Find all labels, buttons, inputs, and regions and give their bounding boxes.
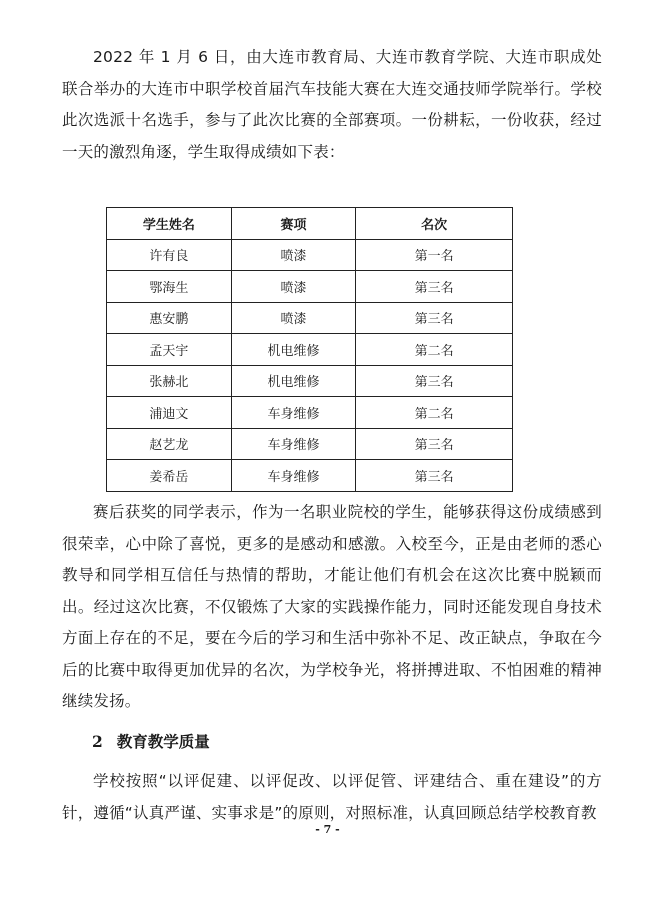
section-title: 教育教学质量 <box>116 733 210 751</box>
cell-rank: 第三名 <box>356 365 513 397</box>
table-row <box>107 397 513 429</box>
cell-student-name: 浦迪文 <box>107 397 232 429</box>
cell-rank: 第三名 <box>356 271 513 303</box>
cell-student-name: 张赫北 <box>107 365 232 397</box>
cell-event: 机电维修 <box>231 365 356 397</box>
table-row <box>107 302 513 334</box>
cell-event: 喷漆 <box>231 271 356 303</box>
section2-paragraph: 学校按照“以评促建、以评促改、以评促管、评建结合、重在建设”的方针，遵循“认真严谨、实事求是”的原则，对照标准，认真回顾总结学校教育教 <box>62 772 602 822</box>
cell-student-name: 姜希岳 <box>107 460 232 492</box>
section-number: 2 <box>92 732 103 751</box>
cell-rank: 第三名 <box>356 428 513 460</box>
cell-student-name: 惠安鹏 <box>107 302 232 334</box>
table-row <box>107 365 513 397</box>
cell-student-name: 鄂海生 <box>107 271 232 303</box>
cell-rank: 第一名 <box>356 239 513 271</box>
cell-student-name: 许有良 <box>107 239 232 271</box>
table-row <box>107 239 513 271</box>
cell-event: 车身维修 <box>231 460 356 492</box>
cell-event: 喷漆 <box>231 239 356 271</box>
cell-rank: 第二名 <box>356 334 513 366</box>
intro-paragraph: 2022 年 1 月 6 日，由大连市教育局、大连市教育学院、大连市职成处联合举办的大连市中职学校首届汽车技能大赛在大连交通技师学院举行。学校此次选派十名选手，参与了此次比赛的全部赛项。一份耕耘，一份收获，经过一天的激烈角逐，学生取得成绩如下表： <box>62 48 602 161</box>
cell-student-name: 赵艺龙 <box>107 428 232 460</box>
cell-event: 车身维修 <box>231 397 356 429</box>
cell-rank: 第三名 <box>356 302 513 334</box>
header-student-name: 学生姓名 <box>107 208 232 240</box>
cell-event: 机电维修 <box>231 334 356 366</box>
table-row <box>107 334 513 366</box>
results-table <box>106 207 513 492</box>
cell-rank: 第三名 <box>356 460 513 492</box>
table-row <box>107 271 513 303</box>
cell-event: 喷漆 <box>231 302 356 334</box>
cell-event: 车身维修 <box>231 428 356 460</box>
table-header-row <box>107 208 513 240</box>
cell-student-name: 孟天宇 <box>107 334 232 366</box>
table-row <box>107 460 513 492</box>
header-event: 赛项 <box>231 208 356 240</box>
section-heading <box>92 730 210 752</box>
header-rank: 名次 <box>356 208 513 240</box>
page-number: - 7 - <box>315 823 340 836</box>
table-row <box>107 428 513 460</box>
cell-rank: 第二名 <box>356 397 513 429</box>
after-table-paragraph: 赛后获奖的同学表示，作为一名职业院校的学生，能够获得这份成绩感到很荣幸，心中除了喜悦，更多的是感动和感激。入校至今，正是由老师的悉心教导和同学相互信任与热情的帮助，才能让他们有机会在这次比赛中脱颖而出。经过这次比赛，不仅锻炼了大家的实践操作能力，同时还能发现自身技术方面上存在的不足，要在今后的学习和生活中弥补不足、改正缺点，争取在今后的比赛中取得更加优异的名次，为学校争光，将拼搏进取、不怕困难的精神继续发扬。 <box>62 503 602 710</box>
